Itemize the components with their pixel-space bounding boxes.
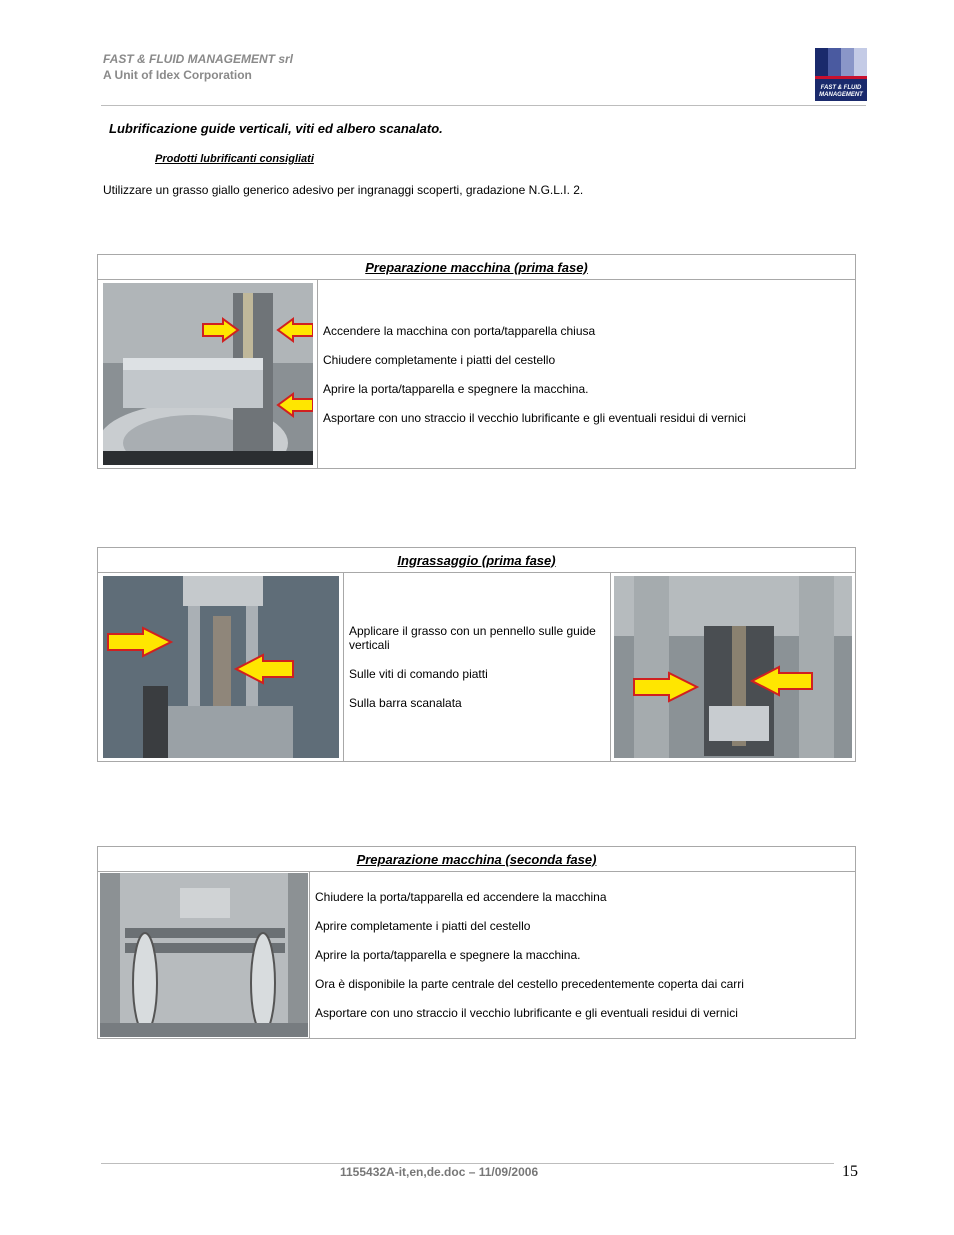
table-heading: Preparazione macchina (seconda fase) [98, 847, 856, 872]
table-preparation-phase1 [97, 254, 856, 469]
page-number: 15 [842, 1163, 858, 1180]
machine-photo-1 [103, 283, 313, 465]
step-text: Aprire la porta/tapparella e spegnere la macchina. [323, 381, 589, 396]
step-text: Aprire completamente i piatti del cestello [315, 919, 531, 933]
step-text: Aprire la porta/tapparella e spegnere la macchina. [315, 948, 581, 962]
step-text: Chiudere completamente i piatti del cestello [323, 352, 556, 367]
company-name: FAST & FLUID MANAGEMENT srl [103, 52, 294, 66]
step-text: Asportare con uno straccio il vecchio lubrificante e gli eventuali residui di vernici [323, 410, 746, 425]
step-text: Asportare con uno straccio il vecchio lubrificante e gli eventuali residui di vernici [315, 1006, 738, 1020]
section-title: Lubrificazione guide verticali, viti ed albero scanalato. [109, 121, 443, 136]
table-heading: Ingrassaggio (prima fase) [98, 548, 856, 573]
company-logo [815, 48, 867, 101]
document-reference: 1155432A-it,en,de.doc – 11/09/2006 [340, 1165, 539, 1179]
step-text: Applicare il grasso con un pennello sulle guide verticali [349, 624, 596, 652]
table-heading: Preparazione macchina (prima fase) [98, 255, 856, 280]
machine-photo-3 [614, 576, 852, 758]
table-preparation-phase2 [97, 846, 856, 1039]
table-greasing-phase1 [97, 547, 856, 762]
footer-divider [101, 1163, 834, 1164]
intro-text: Utilizzare un grasso giallo generico adesivo per ingranaggi scoperti, gradazione N.G.L.I. 2. [103, 183, 584, 197]
header-divider [101, 105, 866, 106]
step-text: Accendere la macchina con porta/tapparella chiusa [323, 323, 596, 338]
step-text: Sulla barra scanalata [349, 696, 462, 710]
step-text: Sulle viti di comando piatti [349, 667, 488, 681]
logo-text-2: MANAGEMENT [819, 92, 863, 98]
step-text: Ora è disponibile la parte centrale del cestello precedentemente coperta dai carri [315, 977, 744, 991]
logo-text-1: FAST & FLUID [820, 85, 862, 91]
machine-photo-2 [103, 576, 339, 758]
company-unit: A Unit of Idex Corporation [103, 68, 252, 82]
section-subtitle: Prodotti lubrificanti consigliati [155, 153, 314, 165]
machine-photo-4 [100, 873, 308, 1037]
step-text: Chiudere la porta/tapparella ed accendere la macchina [315, 890, 607, 904]
